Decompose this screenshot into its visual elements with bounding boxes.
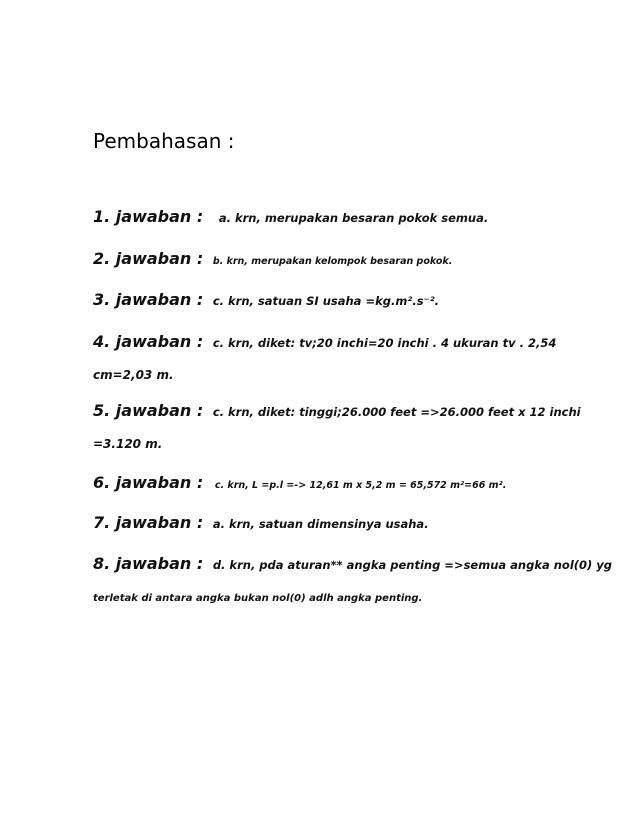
answer-text: c. krn, L =p.l =-> 12,61 m x 5,2 m = 65,572 m²=66 m². [214,480,507,491]
answer-line-8 [93,556,612,572]
answer-prefix: 6. jawaban : [93,473,204,492]
answer-line-7 [93,515,429,531]
answer-line-3 [93,292,439,308]
answer-line-5 [93,403,581,419]
answer-text: b. krn, merupakan kelompok besaran pokok. [212,256,453,267]
answer-prefix: 7. jawaban : [93,513,204,532]
answer-prefix: 1. jawaban : [93,207,204,226]
answer-text: a. krn, merupakan besaran pokok semua. [218,211,489,225]
answer-continuation-5: =3.120 m. [93,437,163,451]
answer-text: a. krn, satuan dimensinya usaha. [212,517,429,531]
answer-text: d. krn, pda aturan** angka penting =>semua angka nol(0) yg [212,558,613,572]
answer-prefix: 5. jawaban : [93,401,204,420]
answer-text: c. krn, satuan SI usaha =kg.m².s⁻². [212,294,440,308]
answer-prefix: 4. jawaban : [93,332,204,351]
page-heading: Pembahasan : [93,129,235,153]
answer-line-4 [93,334,556,350]
answer-prefix: 2. jawaban : [93,249,204,268]
answer-line-2 [93,251,452,267]
answer-prefix: 8. jawaban : [93,554,204,573]
answer-line-6 [93,475,506,491]
answer-continuation-8: terletak di antara angka bukan nol(0) adlh angka penting. [93,593,423,604]
answer-text: c. krn, diket: tv;20 inchi=20 inchi . 4 ukuran tv . 2,54 [212,336,557,350]
answer-text: c. krn, diket: tinggi;26.000 feet =>26.000 feet x 12 inchi [212,405,581,419]
answer-continuation-4: cm=2,03 m. [93,368,174,382]
answer-line-1 [93,209,488,225]
answer-prefix: 3. jawaban : [93,290,204,309]
